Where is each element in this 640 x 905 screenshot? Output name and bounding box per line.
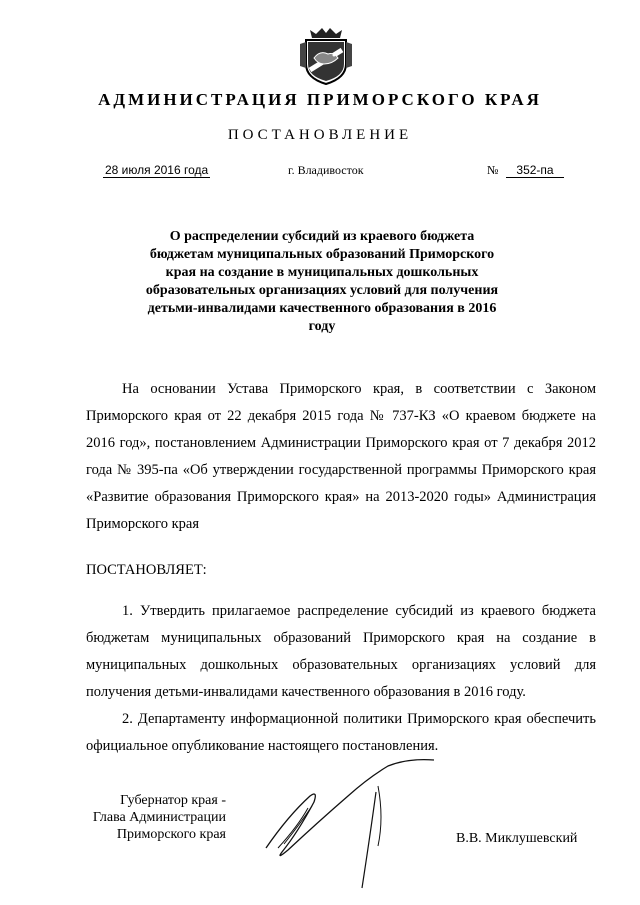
document-date: 28 июля 2016 года: [105, 163, 209, 177]
handwritten-signature: [258, 756, 458, 896]
decree-item-2: 2. Департаменту информационной политики Приморского края обеспечить официальное опубликование настоящего постановления.: [86, 711, 596, 754]
basis-paragraph: На основании Устава Приморского края, в соответствии с Законом Приморского края от 22 декабря 2015 года № 737-КЗ «О краевом бюджете на 2016 год», постановлением Администрации Приморского края от 7 декабря 2012 года № 395-па «Об утверждении государственной программы Приморского края «Развитие образования Приморского края» на 2013-2020 годы» Администрация Приморского края: [86, 381, 596, 532]
document-city: г. Владивосток: [288, 163, 364, 177]
document-type: ПОСТАНОВЛЕНИЕ: [227, 127, 413, 143]
decree-item-1: 1. Утвердить прилагаемое распределение субсидий из краевого бюджета бюджетам муниципальных образований Приморского края на создание в муниципальных дошкольных образовательных организациях условий для получения детьми-инвалидами качественного образования в 2016 году.: [86, 603, 596, 700]
number-label: №: [487, 163, 499, 177]
signer-name: В.В. Миклушевский: [456, 831, 578, 846]
signatory-position: [56, 792, 226, 843]
position-line-2: Глава Администрации: [92, 810, 226, 825]
document-title: О распределении субсидий из краевого бюджета бюджетам муниципальных образований Приморского края на создание в муниципальных дошкольных образовательных организациях условий для получения детьми-инвалидами качественного образования в 2016 году: [145, 229, 499, 334]
position-line-1: Губернатор края -: [120, 793, 226, 808]
position-line-3: Приморского края: [116, 827, 226, 842]
coat-of-arms-icon: [296, 24, 356, 86]
decree-word: ПОСТАНОВЛЯЕТ:: [86, 562, 207, 578]
organization-name: АДМИНИСТРАЦИЯ ПРИМОРСКОГО КРАЯ: [98, 90, 542, 109]
document-number: 352-па: [506, 163, 564, 178]
